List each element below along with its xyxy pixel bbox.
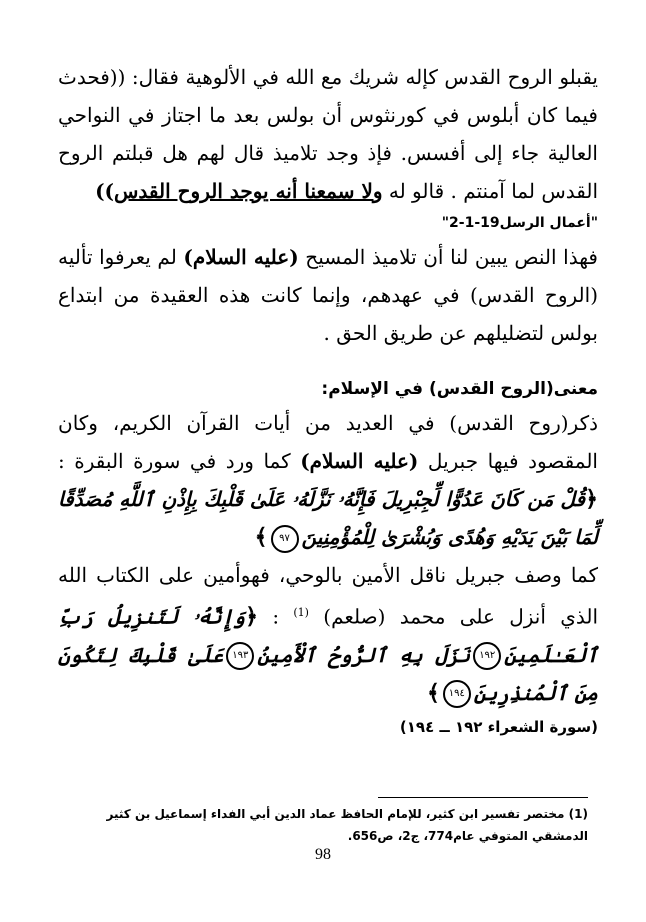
ayah-number-marker: ١٩٣ xyxy=(226,642,254,670)
paragraph-2-honorific: (عليه السلام) xyxy=(183,245,299,269)
page-number: 98 xyxy=(315,846,331,863)
quran-open-bracket: ﴿ xyxy=(585,486,598,512)
footnote-divider xyxy=(378,797,588,798)
paragraph-2 xyxy=(58,238,598,352)
quran-close-bracket: ﴾ xyxy=(426,679,440,706)
paragraph-3-honorific: (عليه السلام) xyxy=(300,449,419,473)
section-heading: معنى(الروح القدس) في الإسلام: xyxy=(321,379,598,399)
paragraph-1 xyxy=(58,58,598,210)
paragraph-1-closing: )) xyxy=(95,179,114,203)
paragraph-3-text-a: ذكر(روح القدس) في العديد من أيات القرآن الكريم، وكان المقصود فيها جبريل xyxy=(58,411,598,473)
paragraph-2-text-c: لم يعرفوا تأليه (الروح القدس) في عهدهم، وإنما كانت هذه العقيدة من ابتداع بولس لتضليلهم عن طريق الحق . xyxy=(58,245,598,345)
quran-close-bracket: ﴾ xyxy=(254,524,268,550)
quran-open-bracket: ﴿ xyxy=(245,603,259,630)
ayah-number-marker: ١٩٢ xyxy=(473,642,501,670)
quran-verse-baqarah: قُلْ مَن كَانَ عَدُوًّا لِّجِبْرِيلَ فَإِنَّهُۥ نَزَّلَهُۥ عَلَىٰ قَلْبِكَ بِإِذْنِ ٱللَّهِ مُصَدِّقًا لِّمَا بَيْنَ يَدَيْهِ وَهُدًى وَبُشْرَىٰ لِلْمُؤْمِنِينَ xyxy=(58,487,598,549)
paragraph-4 xyxy=(58,556,598,712)
quran-verse-193: نَزَلَ بِهِ ٱلرُّوحُ ٱلْأَمِينُ xyxy=(257,642,471,667)
quran-verse-192: وَإِنَّهُۥ لَتَنزِيلُ رَبِّ ٱلْعَـٰلَمِينَ xyxy=(58,604,598,667)
paragraph-4-text-a: كما وصف جبريل ناقل الأمين بالوحي، فهوأمين على الكتاب الله الذي أنزل على محمد (صلعم) xyxy=(58,563,599,629)
page-body xyxy=(58,58,598,742)
paragraph-4-text-b: : xyxy=(258,604,294,629)
quran-verse-194: عَلَىٰ قَلْبِكَ لِتَكُونَ مِنَ ٱلْمُنذِرِينَ xyxy=(58,642,598,705)
ayah-number-marker: ٩٧ xyxy=(271,525,299,553)
footnote: (1) مختصر تفسير ابن كثير، للإمام الحافظ عماد الدين أبي الفداء إسماعيل بن كثير الدمشقي المتوفي عام774، ج2، ص656. xyxy=(106,807,588,843)
footnote-reference: (1) xyxy=(293,606,309,619)
paragraph-1-text: يقبلو الروح القدس كإله شريك مع الله في الألوهية فقال: ((فحدث فيما كان أبلوس في كورنثوس أن بولس بعد ما اجتاز في النواحي العالية جاء إلى أفسس. فإذ وجد تلاميذ قال لهم هل قبلتم الروح القدس لما آمنتم . قالو له xyxy=(58,65,598,203)
surah-reference: (سورة الشعراء ١٩٢ ــ ١٩٤) xyxy=(399,717,598,736)
paragraph-3 xyxy=(58,404,598,556)
paragraph-1-underlined-quote: ولا سمعنا أنه يوجد الروح القدس xyxy=(114,179,383,203)
paragraph-3-text-c: كما ورد في سورة البقرة : xyxy=(58,449,301,473)
ayah-number-marker: ١٩٤ xyxy=(443,680,471,708)
reference-acts: "أعمال الرسل19-1-2" xyxy=(441,215,598,231)
paragraph-2-text-a: فهذا النص يبين لنا أن تلاميذ المسيح xyxy=(298,245,598,269)
